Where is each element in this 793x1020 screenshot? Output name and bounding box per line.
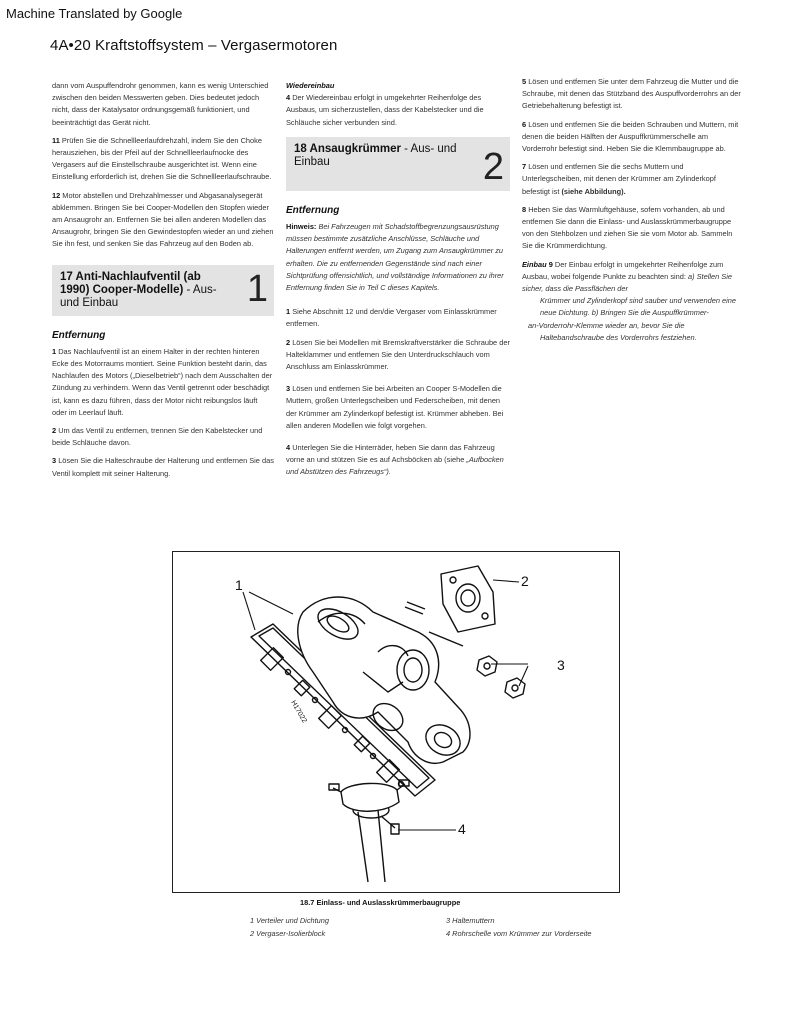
manifold-figure xyxy=(172,551,620,893)
figure-legend-left xyxy=(250,914,329,940)
section-17-title: 17 Anti-Nachlaufventil (ab 1990) Cooper-Modelle) xyxy=(60,270,201,296)
step-7: 7 Lösen und entfernen Sie die sechs Muttern und Unterlegscheiben, mit denen der Krümmer am Zylinderkopf befestigt ist (siehe Abbildung). xyxy=(522,162,716,196)
legend-item: 1 Verteiler und Dichtung xyxy=(250,916,330,925)
section-18-title: 18 Ansaugkrümmer xyxy=(294,142,401,155)
part-code: H17022 xyxy=(289,699,308,725)
machine-translation-banner: Machine Translated by Google xyxy=(6,6,183,21)
step-5: 5 Lösen und entfernen Sie unter dem Fahrzeug die Mutter und die Schraube, mit denen das Stützband des Auspuffvorderrohrs an der Getriebehalterung befestigt ist. xyxy=(522,77,741,111)
legend-item: 3 Haltemuttern xyxy=(446,916,495,925)
manifold-drawing xyxy=(173,552,619,892)
step-9: Einbau 9 Der Einbau erfolgt in umgekehrter Reihenfolge zum Ausbau, wobei folgende Punkte zu beachten sind: a) Stellen Sie sicher, dass die Passflächen der xyxy=(522,259,732,294)
legend-item: 2 Vergaser-Isolierblock xyxy=(250,929,326,938)
section-18-header xyxy=(286,137,510,191)
step-8: 8 Heben Sie das Warmluftgehäuse, sofern vorhanden, ab und entfernen Sie dann die Einlass- und Auslasskrümmerbaugruppe von den Stehbolzen und ziehen Sie sie vom Motor ab. Sammeln Sie die Krümmerdichtung. xyxy=(522,204,733,251)
removal-heading-18: Entfernung xyxy=(286,204,340,216)
step-1-valve: 1 Das Nachlaufventil ist an einem Halter in der rechten hinteren Ecke des Motorraums montiert. Seine Funktion besteht darin, das Nachlaufen des Motors („Dieselbetrieb“) nach dem Ausschalten der Zündung zu verhindern. Wenn das Ventil getrennt oder beschädigt ist, kann es dazu führen, dass der Motor nicht reibungslos läuft oder im Leerlauf läuft. xyxy=(52,346,273,417)
section-17-number: 1 xyxy=(246,267,268,310)
column-3 xyxy=(522,76,744,350)
step-6: 6 Lösen und entfernen Sie die beiden Schrauben und Muttern, mit denen die beiden Hälften der Auspuffkrümmerschelle am Vorderrohr befestigt sind. Heben Sie die Klemmbaugruppe ab. xyxy=(522,119,739,154)
step-12: 12 Motor abstellen und Drehzahlmesser und Abgasanalysegerät abklemmen. Bringen Sie bei Cooper-Modellen den Stopfen wieder am Ansaugrohr an. Entfernen Sie bei allen anderen Modellen das Ansaugrohr, bringen Sie den Gewindestopfen wieder an und ziehen Sie ihn fest, und senken Sie das Fahrzeug auf den Boden ab. xyxy=(52,190,274,249)
page-title: 4A•20 Kraftstoffsystem – Vergasermotoren xyxy=(50,37,338,54)
step-9-d: Haltebandschraube des Vorderrohrs festziehen. xyxy=(540,332,697,342)
step-4-manifold: 4 Unterlegen Sie die Hinterräder, heben Sie dann das Fahrzeug vorne an und stützen Sie es auf Achsböcken ab (siehe „Aufbocken und Abstützen des Fahrzeugs“). xyxy=(286,443,504,477)
step-3-valve: 3 Lösen Sie die Halteschraube der Halterung und entfernen Sie das Ventil komplett mit seiner Halterung. xyxy=(52,456,274,478)
step-3-manifold: 3 Lösen und entfernen Sie bei Arbeiten an Cooper S-Modellen die Muttern, großen Unterlegscheiben und Federscheiben, mit denen der Krümmer am Zylinderkopf befestigt ist. Krümmer abheben. Bei allen anderen Modellen wie folgt vorgehen. xyxy=(286,384,504,430)
callout-3: 3 xyxy=(557,657,565,673)
step-9-c: an-Vorderrohr-Klemme wieder an, bevor Sie die xyxy=(528,320,685,330)
callout-4: 4 xyxy=(458,821,466,837)
note-paragraph: Hinweis: Bei Fahrzeugen mit Schadstoffbegrenzungsausrüstung müssen bestimmte zusätzliche Anschlüsse, Schläuche und Halterungen entfernt werden, um Zugang zum Ansaugkrümmer zu erhalten. Die zu entfernenden Gegenstände sind nach einer Sichtprüfung offensichtlich, und vollständige Informationen zu ihrer Entfernung finden Sie in Teil C dieses Kapitels. xyxy=(286,222,504,293)
removal-heading-17: Entfernung xyxy=(52,329,106,341)
step-2-manifold: 2 Lösen Sie bei Modellen mit Bremskraftverstärker die Schraube der Halteklammer und entfernen Sie den Unterdruckschlauch vom Anschluss am Einlasskrümmer. xyxy=(286,337,510,372)
refit-heading-17: Wiedereinbau xyxy=(286,81,335,90)
intro-paragraph: dann vom Auspuffendrohr genommen, kann es wenig Unterschied zwischen den beiden Messwerten geben. Dies bedeutet jedoch nicht, dass der Katalysator ordnungsgemäß funktioniert, und beeinträchtigt das Gerät nicht. xyxy=(52,81,269,127)
column-1 xyxy=(52,80,274,486)
step-11: 11 Prüfen Sie die Schnellleerlaufdrehzahl, indem Sie den Choke herausziehen, bis der Pfeil auf der Schnellleerlaufnocke des Vergasers auf die Einstellschraube ausgerichtet ist. Wenn eine Einstellung erforderlich ist, drehen Sie die Schnellleerlaufschraube. xyxy=(52,135,272,182)
section-17-suffix: - Aus- und Einbau xyxy=(60,283,217,309)
section-17-header xyxy=(52,265,274,316)
section-18-number: 2 xyxy=(482,145,504,188)
callout-1: 1 xyxy=(235,577,243,593)
legend-item: 4 Rohrschelle vom Krümmer zur Vorderseite xyxy=(446,929,592,938)
step-2-valve: 2 Um das Ventil zu entfernen, trennen Sie den Kabelstecker und beide Schläuche davon. xyxy=(52,426,263,448)
callout-2: 2 xyxy=(521,573,529,589)
figure-legend-right xyxy=(446,914,592,940)
step-9-b: Krümmer und Zylinderkopf sind sauber und verwenden eine neue Dichtung. b) Bringen Sie die Auspuffkrümmer- xyxy=(540,296,736,318)
section-18-suffix: - Aus- und Einbau xyxy=(294,142,457,168)
step-4-refit: 4 Der Wiedereinbau erfolgt in umgekehrter Reihenfolge des Ausbaus, um sicherzustellen, dass der Kabelstecker und die Schläuche sicher verbunden sind. xyxy=(286,93,484,127)
figure-caption: 18.7 Einlass- und Auslasskrümmerbaugruppe xyxy=(300,898,461,907)
step-1-manifold: 1 Siehe Abschnitt 12 und den/die Vergaser vom Einlasskrümmer entfernen. xyxy=(286,307,497,329)
column-2 xyxy=(286,80,510,485)
